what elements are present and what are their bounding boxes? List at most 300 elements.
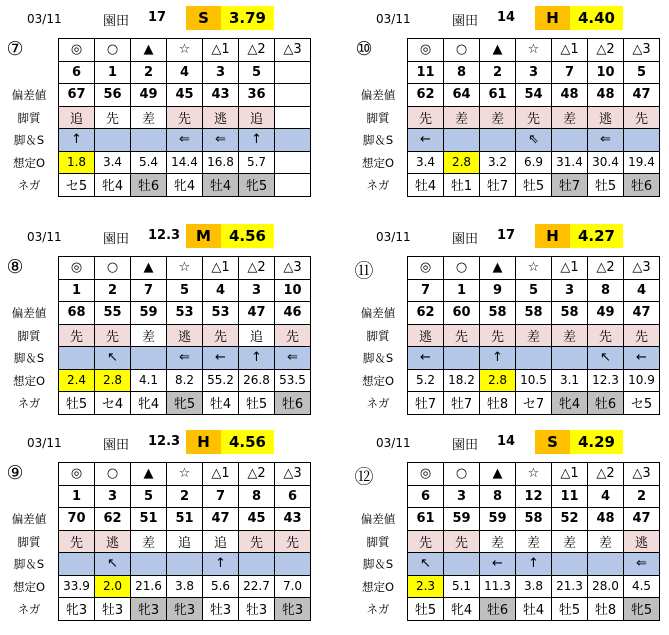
table-cell: ○ [95,39,131,62]
table-cell: 逃 [588,106,624,129]
table-cell: セ7 [516,392,552,415]
table-cell: 7.0 [275,575,311,598]
table-row [59,485,311,508]
table-cell: 追 [239,324,275,347]
race-table [407,256,660,415]
row-label: 想定O [361,373,395,388]
row-labels [349,508,407,621]
row-label: ネガ [366,396,390,410]
row-label: 脚＆S [13,557,45,571]
table-cell: ↖ [408,553,444,576]
table-cell: ○ [444,39,480,62]
table-cell: 牝4 [131,392,167,415]
table-cell: △1 [552,39,588,62]
race-panel [349,6,669,211]
table-row [59,84,311,107]
table-cell: 55 [95,302,131,325]
table-cell: 差 [131,324,167,347]
table-cell: 18.2 [444,369,480,392]
table-cell: 先 [59,324,95,347]
venue-name: 園田 [103,232,130,247]
row-label: 脚質 [366,534,390,549]
table-cell: 48 [588,84,624,107]
table-cell: △2 [239,257,275,280]
table-cell: 59 [131,302,167,325]
table-cell: 47 [624,84,660,107]
table-cell: 逃 [624,530,660,553]
table-cell: 逃 [408,324,444,347]
table-cell: 牡5 [552,598,588,621]
table-cell: 6 [59,61,95,84]
row-labels [349,84,407,197]
row-label: 脚＆S [13,351,45,365]
table-cell [624,129,660,152]
table-cell [275,151,311,174]
table-cell: 2.8 [480,369,516,392]
table-row [408,392,660,415]
race-panel [349,224,669,429]
table-cell: ↖ [588,347,624,370]
table-cell: セ5 [59,174,95,197]
race-distance: 14 [497,434,516,449]
table-cell: 54 [516,84,552,107]
table-cell [444,347,480,370]
table-cell: 差 [552,106,588,129]
table-cell [131,129,167,152]
race-panel [0,430,320,635]
table-cell: 差 [131,106,167,129]
table-cell: △2 [588,257,624,280]
row-label: 想定O [361,155,395,170]
table-row [408,553,660,576]
table-cell: 追 [59,106,95,129]
table-cell: 61 [408,508,444,531]
table-cell: △1 [552,257,588,280]
race-number: ⑦ [6,38,24,60]
table-cell: ○ [95,463,131,486]
race-number: ⑫ [354,466,374,488]
table-cell: ○ [444,257,480,280]
table-row [408,129,660,152]
table-cell: 差 [131,530,167,553]
table-cell: 4.1 [131,369,167,392]
table-cell: 21.3 [552,575,588,598]
table-cell: 追 [203,530,239,553]
table-cell: 牡4 [408,174,444,197]
venue-name: 園田 [103,14,130,29]
table-cell: 2.0 [95,575,131,598]
row-label: 偏差値 [360,512,396,526]
grade-value: 4.56 [221,430,274,454]
table-cell [516,347,552,370]
table-cell: ⇐ [167,347,203,370]
table-row [59,463,311,486]
row-label: 想定O [12,155,46,170]
table-cell: 4.5 [624,575,660,598]
table-cell: ☆ [516,257,552,280]
row-label: 脚＆S [13,133,45,147]
table-cell: 47 [624,508,660,531]
table-cell: 牡8 [480,392,516,415]
table-cell: 8 [444,61,480,84]
table-row [408,598,660,621]
table-cell: ↖ [95,553,131,576]
race-header [349,6,669,30]
table-cell: 5 [239,61,275,84]
table-cell [275,106,311,129]
table-cell [131,553,167,576]
table-cell: 先 [408,530,444,553]
table-row [408,508,660,531]
table-cell: △1 [203,39,239,62]
race-header [349,430,669,454]
table-cell: 先 [444,324,480,347]
table-cell: 53 [167,302,203,325]
table-row [59,106,311,129]
table-cell: 牝4 [95,174,131,197]
table-cell: 3.1 [552,369,588,392]
table-cell: 牝4 [444,598,480,621]
grade-type: H [535,6,570,30]
table-row [59,530,311,553]
table-cell [95,129,131,152]
race-panel [0,6,320,211]
table-cell: 53 [203,302,239,325]
table-cell: 差 [552,324,588,347]
table-row [59,257,311,280]
row-labels [349,302,407,415]
table-cell: 58 [480,302,516,325]
table-cell: 16.8 [203,151,239,174]
table-cell: 21.6 [131,575,167,598]
table-cell: 5 [516,279,552,302]
table-cell: 59 [480,508,516,531]
table-row [59,129,311,152]
table-cell: ▲ [131,257,167,280]
race-date: 03/11 [27,230,62,244]
table-cell [552,347,588,370]
table-cell: ⇐ [624,553,660,576]
table-row [408,279,660,302]
table-cell [588,553,624,576]
table-cell: 12 [516,485,552,508]
grade-type: H [535,224,570,248]
race-table [407,38,660,197]
table-cell: 45 [239,508,275,531]
row-label: 脚質 [17,328,41,343]
table-cell: 3 [239,279,275,302]
table-cell: 10 [588,61,624,84]
table-row [408,324,660,347]
table-cell: 8.2 [167,369,203,392]
table-cell: △2 [239,463,275,486]
row-label: 脚＆S [362,133,394,147]
table-cell: 2 [480,61,516,84]
table-cell [59,553,95,576]
table-cell: 60 [444,302,480,325]
table-row [408,174,660,197]
table-cell: 49 [131,84,167,107]
table-cell: 6 [408,485,444,508]
race-number: ⑨ [6,462,24,484]
table-row [408,257,660,280]
table-cell: 1 [444,279,480,302]
table-cell: 差 [480,530,516,553]
race-date: 03/11 [376,436,411,450]
table-cell: 2 [624,485,660,508]
table-cell: ← [480,553,516,576]
table-cell: 先 [239,530,275,553]
table-cell: 牡5 [408,598,444,621]
table-cell: 牝4 [167,174,203,197]
table-cell: 7 [552,61,588,84]
race-header [0,430,320,454]
grade-value: 3.79 [221,6,274,30]
row-label: 偏差値 [360,88,396,102]
table-cell: 逃 [203,106,239,129]
table-row [59,508,311,531]
table-cell [444,553,480,576]
table-cell: ○ [95,257,131,280]
race-distance: 17 [497,228,516,243]
table-cell: 牡6 [624,174,660,197]
race-distance: 12.3 [148,434,181,449]
table-cell: 3.4 [95,151,131,174]
table-cell: 牡4 [203,392,239,415]
table-cell: △3 [624,463,660,486]
table-cell: 牡6 [588,392,624,415]
table-cell: 牡5 [588,174,624,197]
table-cell: 11 [408,61,444,84]
table-cell: 46 [275,302,311,325]
table-cell: △2 [588,39,624,62]
table-cell: 30.4 [588,151,624,174]
table-cell: 牡7 [552,174,588,197]
table-cell: ← [408,347,444,370]
table-cell: 48 [552,84,588,107]
race-number: ⑩ [355,38,373,60]
table-cell: 3.4 [408,151,444,174]
table-cell: ⇐ [275,347,311,370]
table-cell: ☆ [516,463,552,486]
table-cell: ☆ [167,463,203,486]
table-row [59,598,311,621]
table-cell: △1 [203,463,239,486]
table-row [408,61,660,84]
table-cell: ↑ [59,129,95,152]
table-cell: ↑ [516,553,552,576]
table-cell: 8 [239,485,275,508]
table-cell: 2 [131,61,167,84]
table-cell: 11.3 [480,575,516,598]
table-row [59,39,311,62]
table-cell: 牡7 [408,392,444,415]
race-header [0,224,320,248]
row-labels [0,302,58,415]
table-cell: 差 [444,106,480,129]
table-cell: 牝3 [59,598,95,621]
table-cell: 7 [131,279,167,302]
table-cell: 22.7 [239,575,275,598]
table-cell: 5.7 [239,151,275,174]
table-cell: 牝5 [624,598,660,621]
row-labels [0,508,58,621]
table-cell [239,553,275,576]
table-cell: 56 [95,84,131,107]
table-cell [275,84,311,107]
race-date: 03/11 [376,230,411,244]
table-cell: △2 [588,463,624,486]
table-row [59,302,311,325]
table-cell: 3 [552,279,588,302]
row-label: ネガ [17,602,41,616]
table-cell [552,553,588,576]
race-distance: 12.3 [148,228,181,243]
table-cell [444,129,480,152]
row-label: 脚質 [366,328,390,343]
table-cell: 牡6 [480,598,516,621]
table-cell: ↑ [480,347,516,370]
table-cell: 差 [516,530,552,553]
table-cell: 51 [167,508,203,531]
table-cell: 3.8 [516,575,552,598]
table-cell: 2.8 [95,369,131,392]
table-cell: 3 [95,485,131,508]
table-cell: ◎ [59,257,95,280]
table-cell: 10.9 [624,369,660,392]
row-label: 脚＆S [362,351,394,365]
table-row [59,61,311,84]
table-cell: ◎ [59,463,95,486]
race-number: ⑪ [354,260,374,282]
table-cell: ☆ [167,39,203,62]
row-label: 想定O [12,579,46,594]
table-cell: 10.5 [516,369,552,392]
venue-name: 園田 [452,14,479,29]
table-cell: △3 [624,39,660,62]
table-cell: 45 [167,84,203,107]
row-label: ネガ [366,178,390,192]
table-cell: 牡1 [444,174,480,197]
table-cell: 10 [275,279,311,302]
row-label: 偏差値 [11,88,47,102]
table-cell: 8 [480,485,516,508]
table-cell: 31.4 [552,151,588,174]
table-cell: 先 [203,324,239,347]
table-row [408,485,660,508]
race-date: 03/11 [376,12,411,26]
table-cell: 48 [588,508,624,531]
table-cell: 先 [59,530,95,553]
table-cell: 43 [203,84,239,107]
table-cell: ↑ [239,347,275,370]
race-table [58,38,311,197]
table-cell: 牝3 [275,598,311,621]
grade-value: 4.40 [570,6,623,30]
table-cell: 逃 [95,530,131,553]
table-cell: 2.8 [444,151,480,174]
grade-type: H [186,430,221,454]
race-date: 03/11 [27,436,62,450]
table-cell: 先 [408,106,444,129]
table-cell: △3 [275,257,311,280]
table-cell: ◎ [408,463,444,486]
row-label: 想定O [361,579,395,594]
table-cell: 逃 [167,324,203,347]
table-cell: ☆ [516,39,552,62]
race-distance: 17 [148,10,167,25]
table-row [408,39,660,62]
table-cell: 3.8 [167,575,203,598]
table-cell: 47 [203,508,239,531]
table-row [408,463,660,486]
table-cell: 牡7 [480,174,516,197]
table-cell: ▲ [480,257,516,280]
table-cell: ← [624,347,660,370]
table-cell: 68 [59,302,95,325]
table-row [59,369,311,392]
table-row [59,174,311,197]
table-cell: 7 [408,279,444,302]
table-cell: ⇖ [516,129,552,152]
table-cell: ▲ [131,463,167,486]
table-cell: 先 [480,324,516,347]
table-cell: 53.5 [275,369,311,392]
table-cell: ⇐ [203,129,239,152]
venue-name: 園田 [452,232,479,247]
table-cell: △3 [624,257,660,280]
table-cell: 牝3 [167,598,203,621]
row-label: 脚＆S [362,557,394,571]
table-cell: 先 [444,530,480,553]
table-row [408,84,660,107]
table-cell: 2 [167,485,203,508]
table-cell: 2.4 [59,369,95,392]
table-cell: 追 [239,106,275,129]
table-cell: 2 [95,279,131,302]
table-cell: 牡6 [131,174,167,197]
table-cell: 58 [552,302,588,325]
race-table [58,256,311,415]
table-cell: 牝3 [131,598,167,621]
grade-value: 4.29 [570,430,623,454]
table-cell: 14.4 [167,151,203,174]
table-cell: 26.8 [239,369,275,392]
table-cell: 59 [444,508,480,531]
table-cell: ○ [444,463,480,486]
table-cell [275,61,311,84]
table-row [59,279,311,302]
table-cell: 先 [95,324,131,347]
grade-type: S [186,6,221,30]
table-cell: 4 [167,61,203,84]
table-cell: 8 [588,279,624,302]
table-row [408,530,660,553]
table-row [408,106,660,129]
table-cell: ☆ [167,257,203,280]
table-cell: 52 [552,508,588,531]
table-cell: 牡5 [59,392,95,415]
table-cell: 牡5 [516,174,552,197]
table-cell: 28.0 [588,575,624,598]
table-cell: 58 [516,508,552,531]
row-label: ネガ [17,178,41,192]
table-cell: ← [408,129,444,152]
table-cell: 先 [95,106,131,129]
venue-name: 園田 [103,438,130,453]
table-cell: 5 [167,279,203,302]
table-cell: 4 [624,279,660,302]
